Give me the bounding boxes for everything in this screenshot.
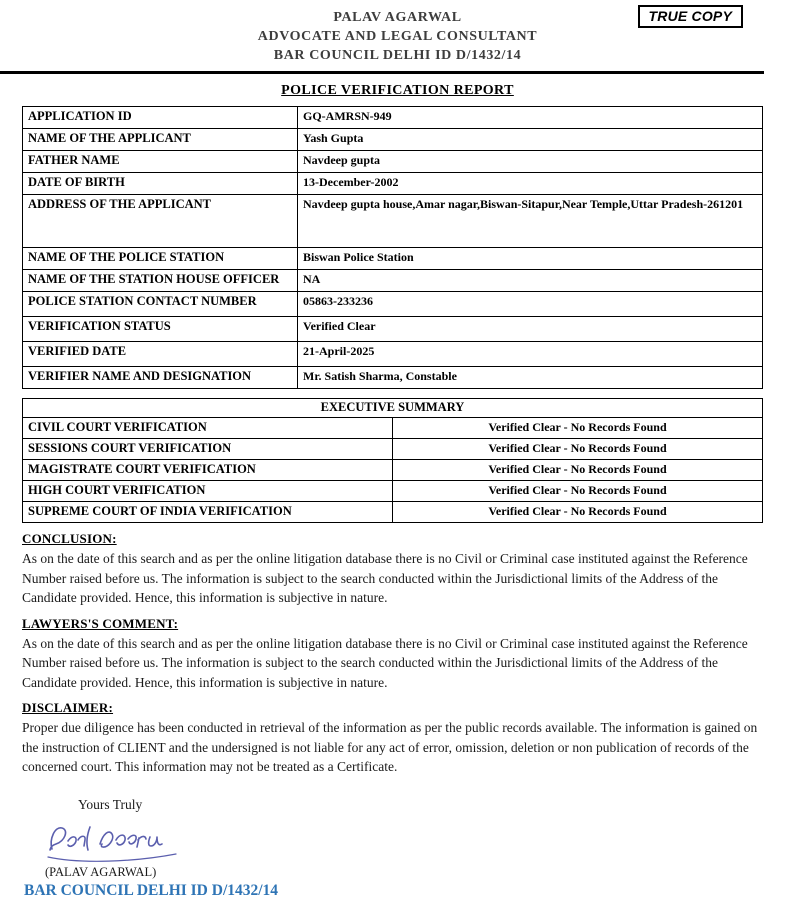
field-value: Mr. Satish Sharma, Constable <box>298 367 763 389</box>
field-value: Verified Clear <box>298 317 763 342</box>
summary-row <box>23 481 763 502</box>
section-conclusion <box>22 531 770 608</box>
table-row <box>23 107 763 129</box>
field-label: APPLICATION ID <box>23 107 298 129</box>
advocate-name: PALAV AGARWAL <box>333 10 462 25</box>
footer-bar-council-id: BAR COUNCIL DELHI ID D/1432/14 <box>24 881 279 899</box>
summary-label: SESSIONS COURT VERIFICATION <box>23 439 393 460</box>
summary-label: CIVIL COURT VERIFICATION <box>23 418 393 439</box>
conclusion-body: As on the date of this search and as per the online litigation database there is no Civil or Criminal case instituted against the Reference Number raised before us. The information is subject to the search conducted within the Jurisdictional limits of the Address of the Candidate provided. Hence, this information is subjective in nature. <box>22 551 748 605</box>
signed-name: (PALAV AGARWAL) <box>45 864 157 879</box>
field-value: 05863-233236 <box>298 292 763 317</box>
summary-value: Verified Clear - No Records Found <box>393 481 763 502</box>
field-label: NAME OF THE POLICE STATION <box>23 248 298 270</box>
field-value: Navdeep gupta house,Amar nagar,Biswan-Sitapur,Near Temple,Uttar Pradesh-261201 <box>298 195 763 248</box>
summary-label: MAGISTRATE COURT VERIFICATION <box>23 460 393 481</box>
verification-table <box>22 106 763 389</box>
table-row <box>23 317 763 342</box>
disclaimer-body: Proper due diligence has been conducted in retrieval of the information as per the public records available. The information is gained on the instruction of CLIENT and the undersigned is not liable for any act of error, omission, deletion or non publication of records of the concerned court. This information may not be treated as a Certificate. <box>22 720 758 774</box>
field-value: Biswan Police Station <box>298 248 763 270</box>
advocate-role: ADVOCATE AND LEGAL CONSULTANT <box>257 29 538 44</box>
field-value: 13-December-2002 <box>298 173 763 195</box>
field-label: POLICE STATION CONTACT NUMBER <box>23 292 298 317</box>
report-title: POLICE VERIFICATION REPORT <box>281 83 514 98</box>
field-label: ADDRESS OF THE APPLICANT <box>23 195 298 248</box>
field-value: 21-April-2025 <box>298 342 763 367</box>
signature <box>42 819 182 865</box>
field-value: GQ-AMRSN-949 <box>298 107 763 129</box>
section-lawyers-comment <box>22 616 770 693</box>
summary-label: HIGH COURT VERIFICATION <box>23 481 393 502</box>
table-row <box>23 129 763 151</box>
summary-label: SUPREME COURT OF INDIA VERIFICATION <box>23 502 393 523</box>
summary-value: Verified Clear - No Records Found <box>393 418 763 439</box>
field-value: NA <box>298 270 763 292</box>
summary-row <box>23 439 763 460</box>
field-label: FATHER NAME <box>23 151 298 173</box>
summary-row <box>23 502 763 523</box>
summary-value: Verified Clear - No Records Found <box>393 460 763 481</box>
table-row <box>23 270 763 292</box>
closing-salutation: Yours Truly <box>78 796 143 812</box>
field-label: VERIFIED DATE <box>23 342 298 367</box>
field-label: VERIFICATION STATUS <box>23 317 298 342</box>
advocate-bar-id: BAR COUNCIL DELHI ID D/1432/14 <box>273 48 522 63</box>
field-value: Navdeep gupta <box>298 151 763 173</box>
signature-ink-icon <box>42 819 182 865</box>
field-value: Yash Gupta <box>298 129 763 151</box>
table-row <box>23 248 763 270</box>
field-label: NAME OF THE STATION HOUSE OFFICER <box>23 270 298 292</box>
summary-value: Verified Clear - No Records Found <box>393 439 763 460</box>
conclusion-heading: CONCLUSION: <box>22 531 117 546</box>
table-row <box>23 151 763 173</box>
table-row <box>23 173 763 195</box>
true-copy-stamp: TRUE COPY <box>638 5 743 28</box>
table-row <box>23 342 763 367</box>
header-divider <box>0 71 764 74</box>
lawyers-comment-heading: LAWYERS'S COMMENT: <box>22 615 179 631</box>
summary-value: Verified Clear - No Records Found <box>393 502 763 523</box>
lawyers-comment-body: As on the date of this search and as per the online litigation database there is no Civil or Criminal case instituted against the Reference Number raised before us. The information is subject to the search conducted within the Jurisdictional limits of the Address of the Candidate provided. Hence, this information is subjective in nature. <box>22 635 748 690</box>
disclaimer-heading: DISCLAIMER: <box>22 700 114 715</box>
field-label: VERIFIER NAME AND DESIGNATION <box>23 367 298 389</box>
section-disclaimer <box>22 700 770 777</box>
table-row <box>23 367 763 389</box>
table-row <box>23 292 763 317</box>
summary-header-row <box>23 399 763 418</box>
executive-summary-title: EXECUTIVE SUMMARY <box>23 399 763 418</box>
summary-row <box>23 460 763 481</box>
field-label: NAME OF THE APPLICANT <box>23 129 298 151</box>
table-row <box>23 195 763 248</box>
summary-row <box>23 418 763 439</box>
executive-summary-table <box>22 398 763 523</box>
field-label: DATE OF BIRTH <box>23 173 298 195</box>
